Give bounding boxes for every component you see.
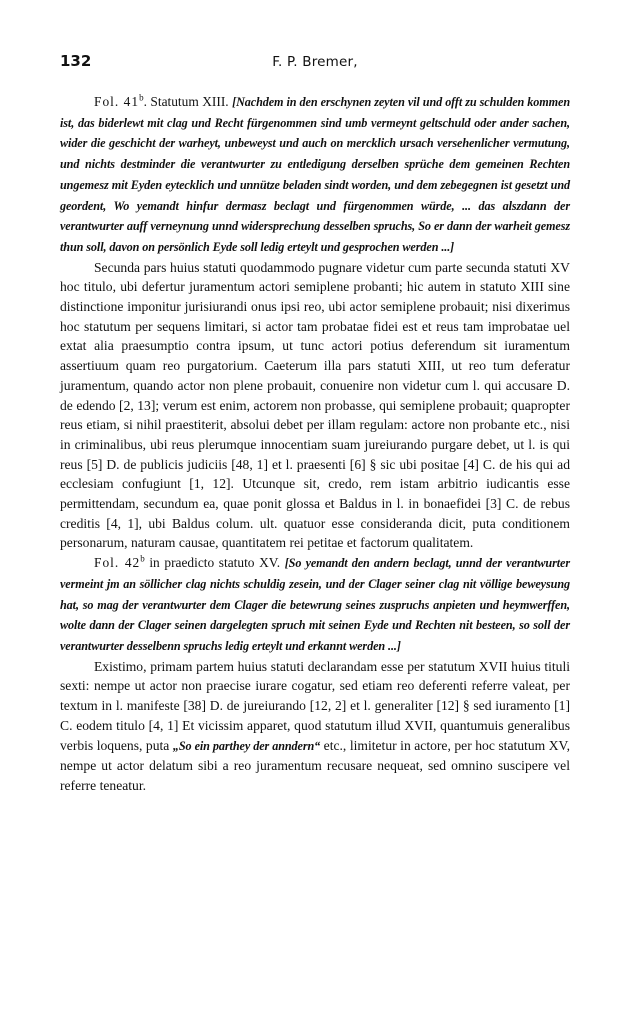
conclusion-text-start: Existimo, primam partem huius statuti declarandam esse per statutum XVII huius tituli sexti: nempe ut actor non praecise iurare cogatur, sed etiam reo deferenti referre valeat, per textum in l. manifeste [38] D. de jureiurando [12, 2] et l. generaliter [12] § sed iuramento [1] C. eodem titulo [4, 1] Et vicissim apparet, quod statutum illud XVII, quantumuis generalibus verbis loquens, puta xyxy=(60,658,570,753)
folio-reference: Fol. 42 xyxy=(94,555,141,571)
statute-label: . Statutum XIII. xyxy=(143,94,229,109)
statute-xv-quote-paragraph xyxy=(60,553,570,657)
conclusion-text-end: etc., limitetur in actore, per hoc statutum XV, nempe ut actor delatum sibi a reo juramentum recusare nequeat, sed omnino suscipere vel referre teneatur. xyxy=(60,737,570,793)
folio-reference: Fol. 41 xyxy=(94,94,140,109)
german-quotation: [So yemandt den andern beclagt, unnd der verantwurter vermeint jm an söllicher clag nichts schuldig zesein, und der Clager seiner clag nit völlige beweysung hat, so mag der verantwurter dem Clager die betewrung seines zuspruchs anpieten und heymwerffen, wolte dann der Clager seinen dargelegten spruch mit seinen Eyde und Rechten nit besteen, so soll der verantwurter desselbenn spruchs ledig erteylt und erkannt werden ...] xyxy=(60,556,570,653)
page-number: 132 xyxy=(60,52,92,70)
latin-commentary-paragraph: Secunda pars huius statuti quodammodo pugnare videtur cum parte secunda statuti XV hoc titulo, ubi defertur juramentum actori semiplene probanti; hic autem in statuto XIII sine distinctione imponitur jurisiurandi onus ipsi reo, ubi actor semiplene probauit; nisi dixerimus hoc statutum per sequens limitari, si actor tam probatae fidei est et reus tam improbatae uel extat alia praesumptio contra ipsum, ut tunc actori potius deferendum sit iuramentum assertiuum quam reo purgatorium. Caeterum illa pars statuti XIII, ut reo tum deferatur juramentum, quando actor non plene probauit, conuenire non videtur cum l. qui accusare D. de edendo [2, 13]; verum est enim, actorem non probasse, qui semiplene probauit; quapropter reus etiam, si nihil praestiterit, absolui debet per illam regulam: actore non probante etc., nisi in criminalibus, ubi reus plerumque innocentiam suam jureiurando purgare debet, ut l. is qui reus [5] D. de publicis judiciis [48, 1] et l. praesenti [6] § sic ubi positae [4] C. de his qui ad ecclesiam confugiunt [1, 12]. Utcunque sit, credo, rem istam arbitrio iudicantis esse permittendam, secundum ea, quae ponit glossa et Baldus in l. in bonaefidei [3] C. de rebus creditis [4, 1], ubi Baldus colum. ult. quatuor esse consideranda dicit, puta conditionem personarum, naturam causae, quantitatem rei petitae et factorum qualitatem. xyxy=(60,259,570,551)
folio-side: b xyxy=(139,92,144,103)
inline-german-quote: „So ein parthey der anndern“ xyxy=(172,738,321,753)
page-header xyxy=(60,52,570,70)
latin-conclusion-paragraph xyxy=(60,657,570,796)
statute-label: in praedicto statuto XV. xyxy=(144,555,281,571)
running-title: F. P. Bremer, xyxy=(272,54,358,70)
book-page xyxy=(60,52,570,796)
statute-xiii-quote-paragraph xyxy=(60,92,570,258)
german-quotation: [Nachdem in den erschynen zeyten vil und offt zu schulden kommen ist, das biderlewt mit clag und Recht fürgenommen sind umb vermeynt geltschuld oder ander sachen, wider die geschicht der warheyt, unbeweyst und auch on mercklich ursach versehenlicher vermutung, und nichts destminder die verantwurter zu entledigung derselben sprüche dem gemeinen Rechten ungemesz mit Eyden eytecklich und unnütze beladen sindt worden, und dem zebegegnen ist gesetzt und geordent, Wo yemandt hinfur dermasz beclagt und fürgenommen würde, ... das alszdann der verantwurter auff verneynung unnd widersprechung desselben spruchs, So er dann der warheit gemesz thun soll, davon on persönlich Eyde soll ledig erteylt und gesprochen werden ...] xyxy=(60,95,571,254)
folio-side: b xyxy=(140,553,145,564)
